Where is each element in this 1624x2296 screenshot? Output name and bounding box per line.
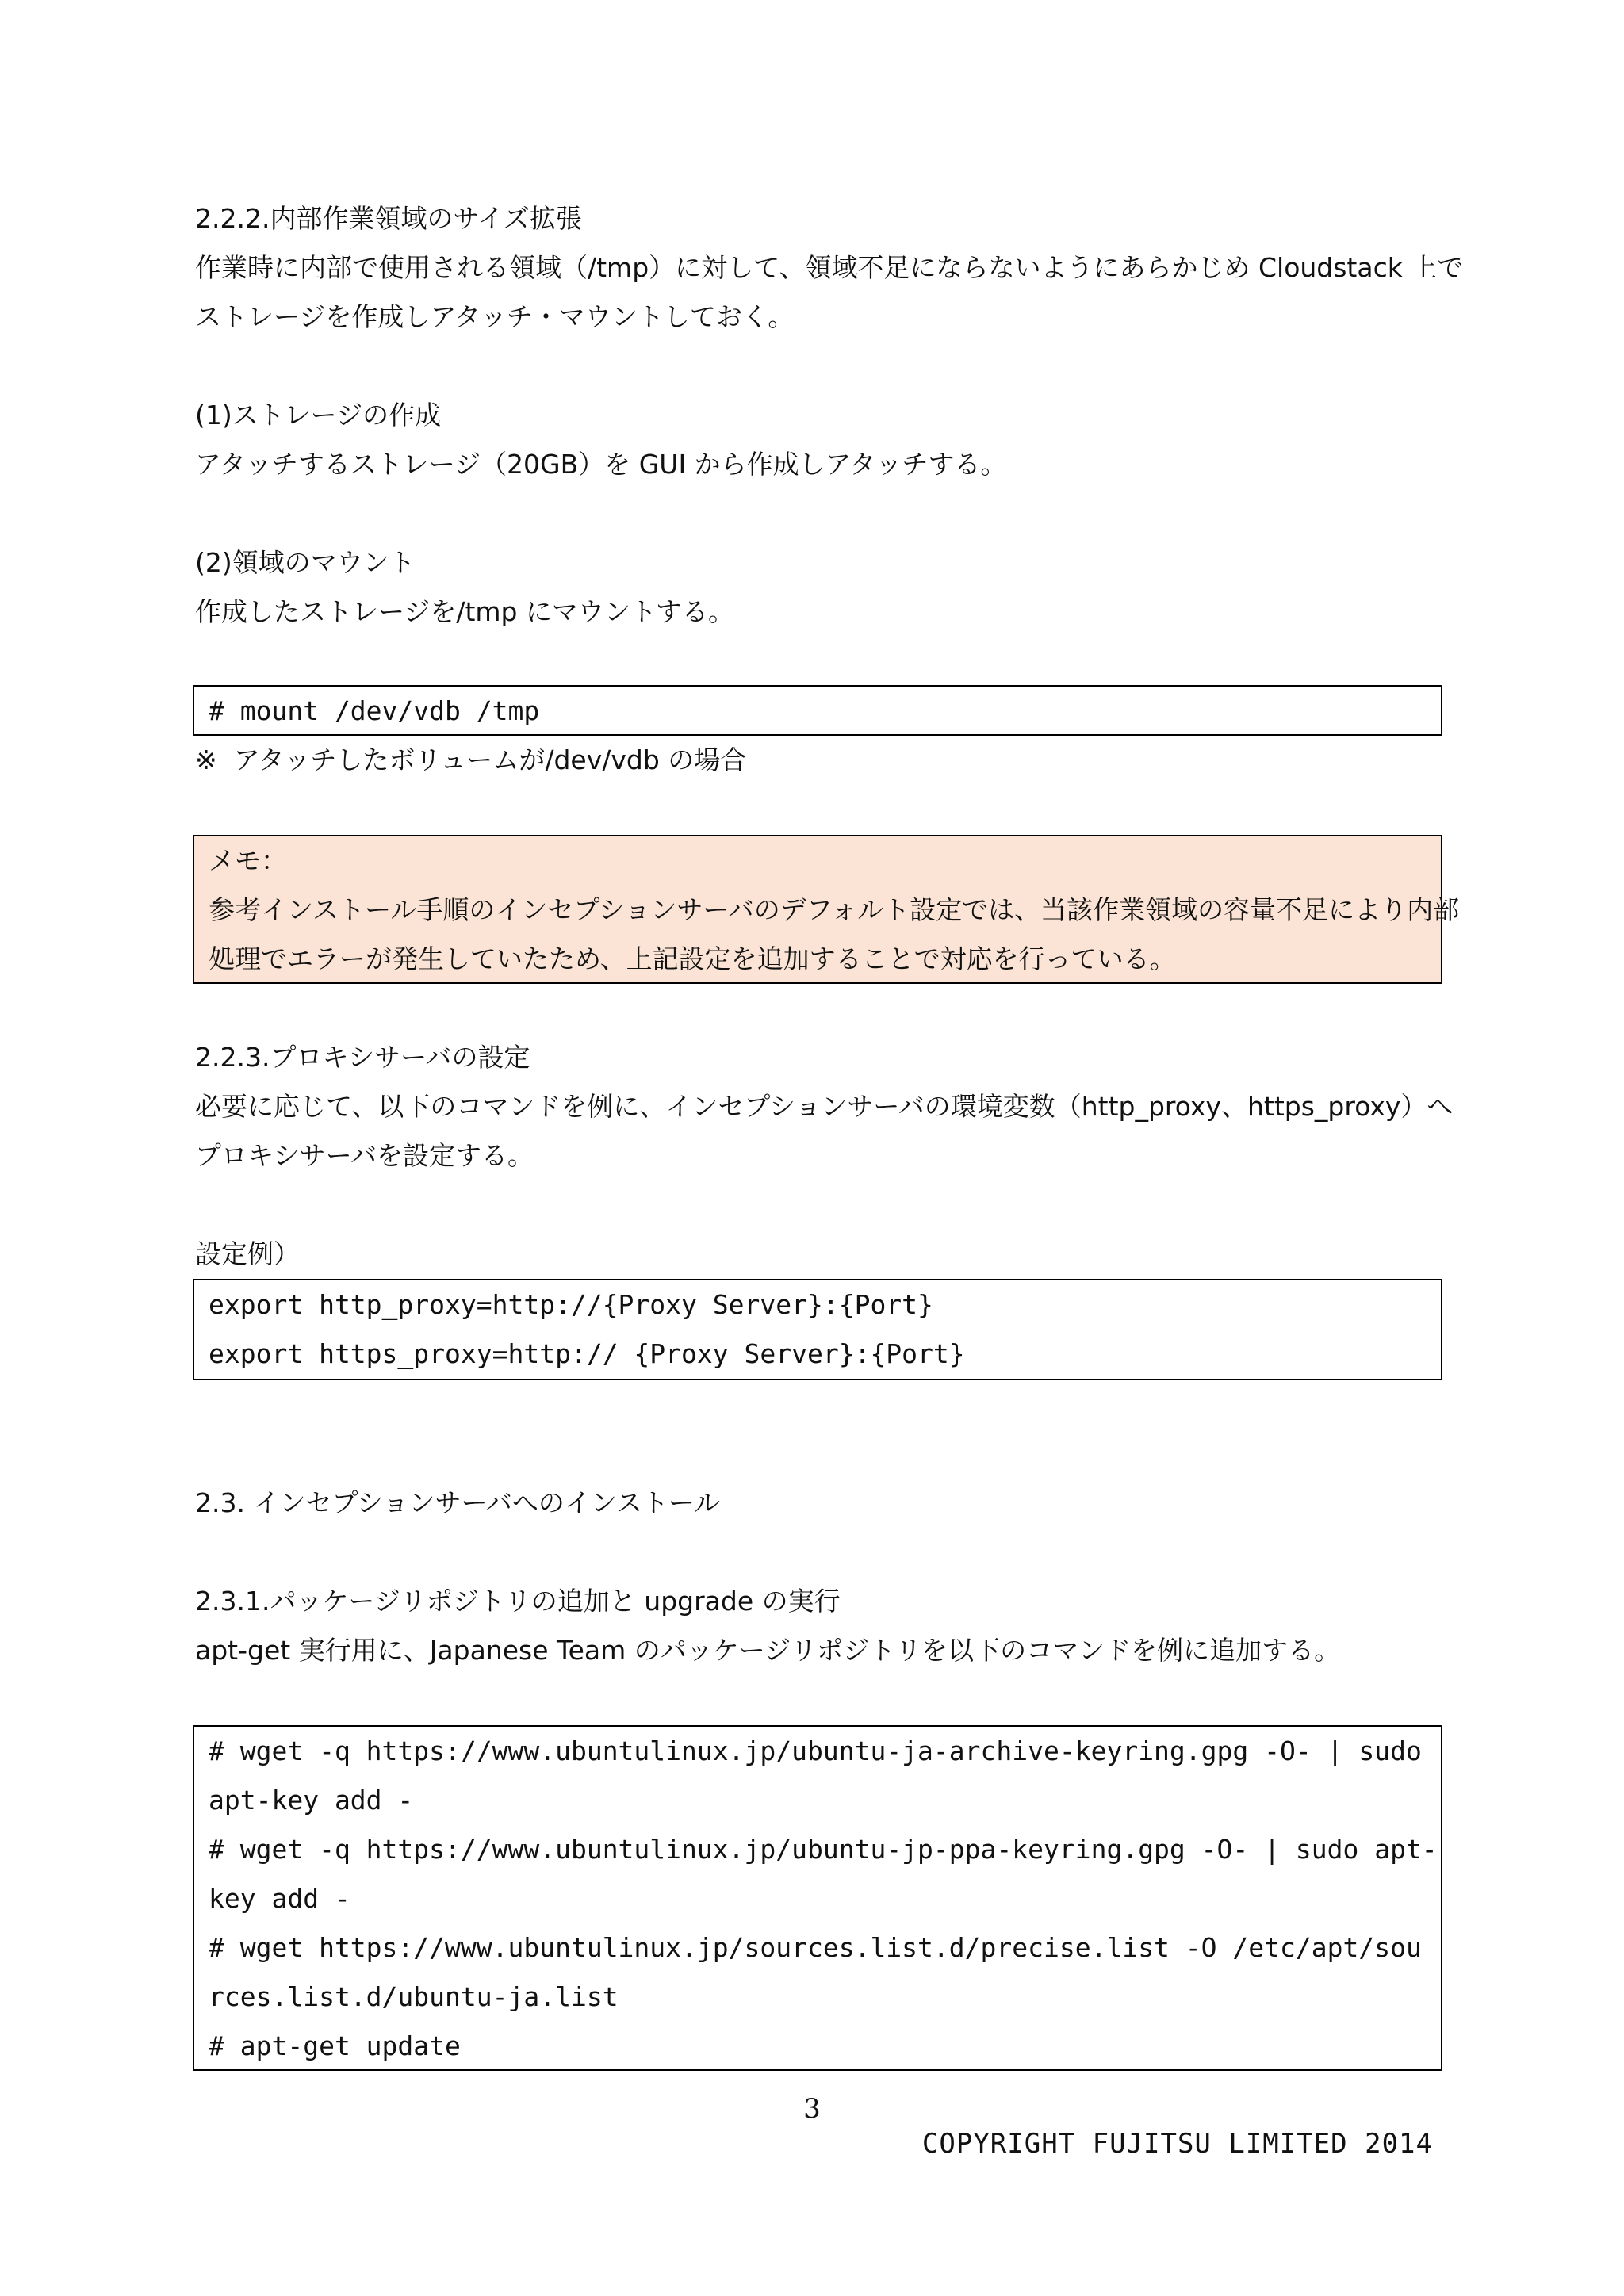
paragraph-line: 必要に応じて、以下のコマンドを例に、インセプションサーバの環境変数（http_proxy、https_proxy）へ: [195, 1091, 1454, 1122]
code-block-proxy: [193, 1279, 1442, 1380]
paragraph-line: apt-get 実行用に、Japanese Team のパッケージリポジトリを以下のコマンドを例に追加する。: [195, 1635, 1341, 1666]
code-line: # wget https://www.ubuntulinux.jp/sources.list.d/precise.list -O /etc/apt/sou: [209, 1932, 1422, 1963]
code-line: # wget -q https://www.ubuntulinux.jp/ubuntu-jp-ppa-keyring.gpg -O- | sudo apt-: [209, 1834, 1438, 1865]
paragraph-line: 作業時に内部で使用される領域（/tmp）に対して、領域不足にならないようにあらかじめ Cloudstack 上で: [195, 252, 1464, 283]
code-line: apt-key add -: [209, 1785, 414, 1816]
code-block-mount: [193, 685, 1442, 736]
code-line: # wget -q https://www.ubuntulinux.jp/ubuntu-ja-archive-keyring.gpg -O- | sudo: [209, 1735, 1422, 1766]
code-line: key add -: [209, 1883, 350, 1914]
code-line: # apt-get update: [209, 2030, 461, 2061]
memo-line: 処理でエラーが発生していたため、上記設定を追加することで対応を行っている。: [209, 943, 1176, 974]
memo-line: 参考インストール手順のインセプションサーバのデフォルト設定では、当該作業領域の容量不足により内部: [209, 894, 1460, 925]
code-line: export https_proxy=http:// {Proxy Server}:{Port}: [209, 1338, 965, 1369]
paragraph-line: プロキシサーバを設定する。: [195, 1140, 534, 1171]
section-heading-2-2-2: 2.2.2.内部作業領域のサイズ拡張: [195, 203, 582, 234]
step-heading-storage-creation: (1)ストレージの作成: [195, 400, 442, 430]
page-number: 3: [803, 2093, 821, 2125]
copyright-notice: COPYRIGHT FUJITSU LIMITED 2014: [921, 2128, 1433, 2160]
paragraph-line: ストレージを作成しアタッチ・マウントしておく。: [195, 301, 795, 332]
section-heading-2-3: 2.3. インセプションサーバへのインストール: [195, 1487, 721, 1518]
example-label: 設定例）: [195, 1238, 300, 1269]
code-block-apt-repo: [193, 1725, 1442, 2071]
code-line: export http_proxy=http://{Proxy Server}:{Port}: [209, 1289, 933, 1320]
memo-title: メモ：: [209, 845, 287, 876]
code-line: rces.list.d/ubuntu-ja.list: [209, 1981, 619, 2012]
memo-box: [193, 835, 1460, 984]
step-heading-mount: (2)領域のマウント: [195, 547, 416, 578]
section-heading-2-2-3: 2.2.3.プロキシサーバの設定: [195, 1042, 530, 1073]
section-heading-2-3-1: 2.3.1.パッケージリポジトリの追加と upgrade の実行: [195, 1586, 841, 1617]
paragraph-line: アタッチするストレージ（20GB）を GUI から作成しアタッチする。: [195, 449, 1007, 480]
note-line: ※ アタッチしたボリュームが/dev/vdb の場合: [195, 744, 747, 775]
code-line: # mount /dev/vdb /tmp: [209, 695, 540, 726]
paragraph-line: 作成したストレージを/tmp にマウントする。: [195, 596, 734, 627]
